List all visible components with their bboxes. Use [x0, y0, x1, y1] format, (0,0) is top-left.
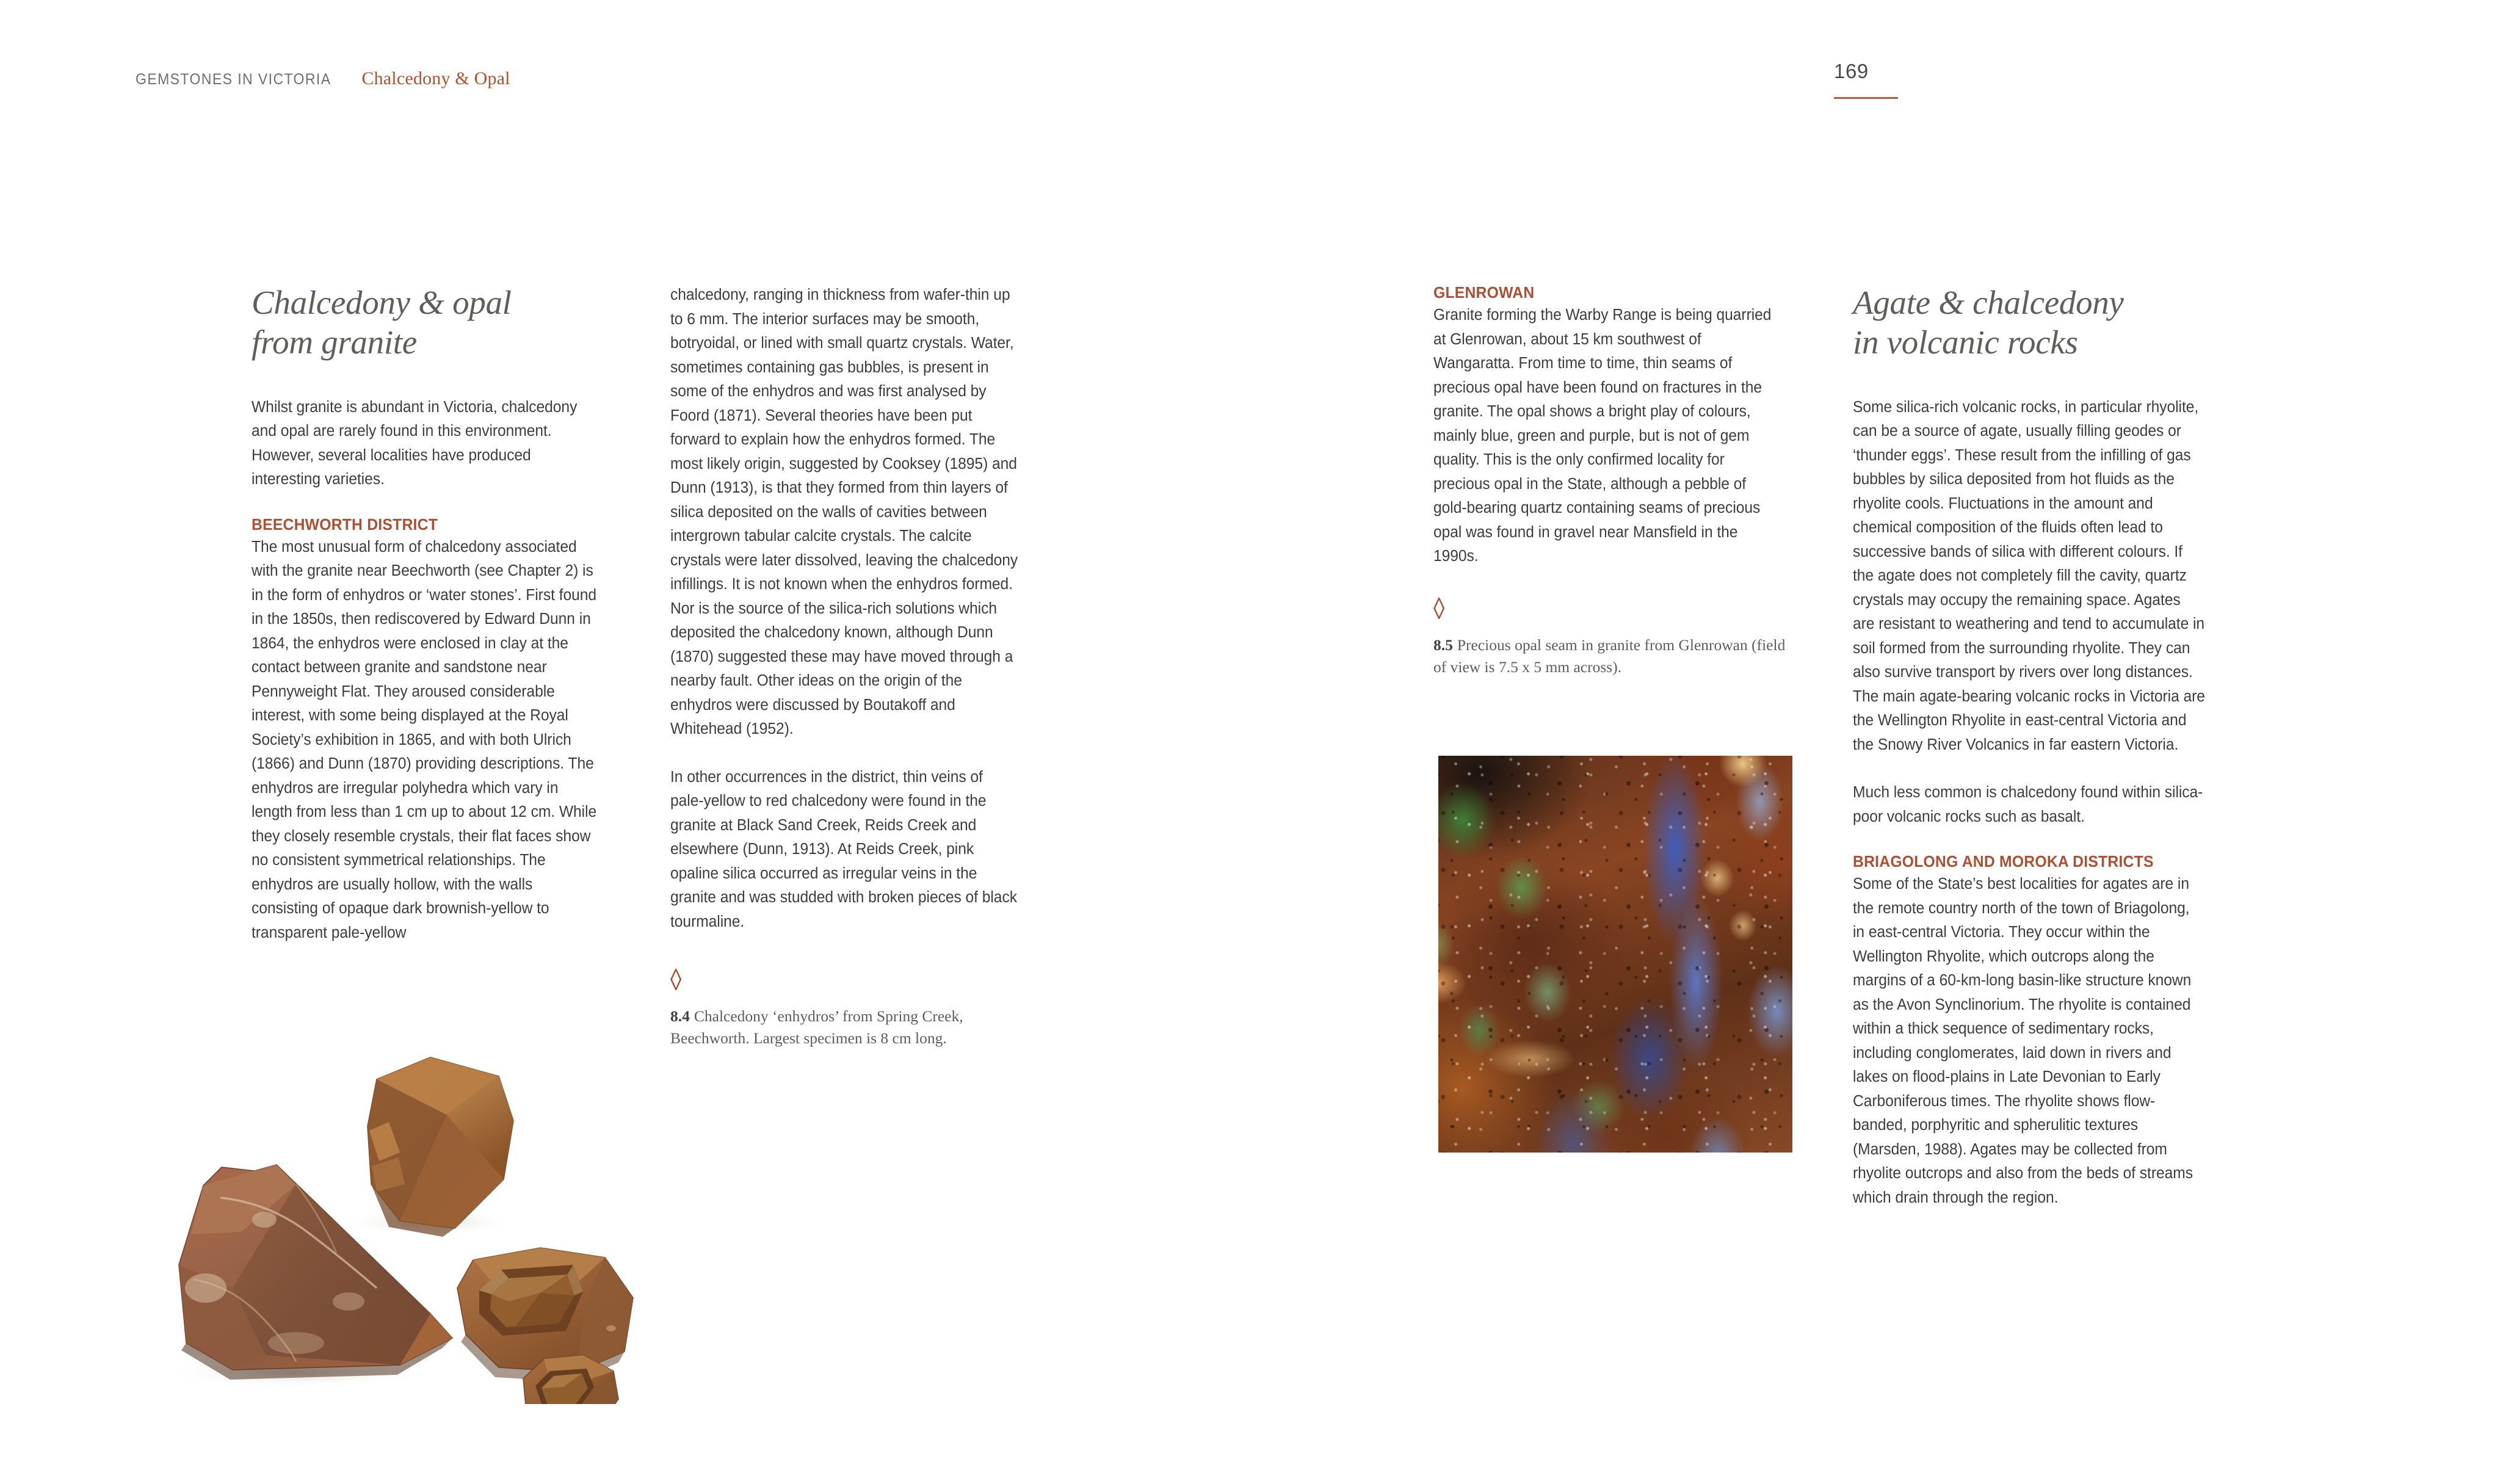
figure-caption-text-8-4: Chalcedony ‘enhydros’ from Spring Creek, Beechworth. Largest specimen is 8 cm long. — [670, 1007, 963, 1047]
text-column-2 — [670, 283, 1031, 1049]
running-head-book-title: GEMSTONES IN VICTORIA — [136, 71, 331, 88]
running-head — [136, 68, 510, 89]
folio — [1834, 61, 1974, 99]
intro-paragraph: Whilst granite is abundant in Victoria, chalcedony and opal are rarely found in this environment. However, several localities have produced interesting varieties. — [252, 398, 578, 488]
column-4-paragraph-1: Some silica-rich volcanic rocks, in particular rhyolite, can be a source of agate, usually filling geodes or ‘thunder eggs’. These result from the infilling of gas bubbles by silica deposited from hot fluids as the rhyolite cools. Fluctuations in the amount and chemical composition of the fluids often lead to successive bands of silica with different colours. If the agate does not completely fill the cavity, quartz crystals may occupy the remaining space. Agates are resistant to weathering and tend to accumulate in soil formed from the surrounding rhyolite. They can also survive transport by rivers over long distances. The main agate-bearing volcanic rocks in Victoria are the Wellington Rhyolite in east-central Victoria and the Snowy River Volcanics in far eastern Victoria. — [1853, 398, 2205, 753]
column-1-paragraph-1: The most unusual form of chalcedony associated with the granite near Beechworth (see Chapter 2) is in the form of enhydros or ‘water stones’. First found in the 1850s, then rediscovered by Edward Dunn in 1864, the enhydros were enclosed in clay at the contact between granite and sandstone near Pennyweight Flat. They aroused considerable interest, with some being displayed at the Royal Society’s exhibition in 1865, and with both Ulrich (1866) and Dunn (1870) providing descriptions. The enhydros are irregular polyhedra which vary in length from less than 1 cm up to about 12 cm. While they closely resemble crystals, their flat faces show no consistent symmetrical relationships. The enhydros are usually hollow, with the walls consisting of opaque dark brownish-yellow to transparent pale-yellow — [252, 538, 597, 941]
page-number: 169 — [1834, 60, 1869, 82]
figure-number-8-4: 8.4 — [670, 1007, 690, 1025]
figure-caption-8-5 — [1433, 634, 1786, 678]
column-2-paragraph-2: In other occurrences in the district, thin veins of pale-yellow to red chalcedony were found in the granite at Black Sand Creek, Reids Creek and elsewhere (Dunn, 1913). At Reids Creek, pink opaline silica occurred as irregular veins in the granite and was studded with broken pieces of black tourmaline. — [670, 768, 1017, 930]
opal-photo-speckle-layer — [1438, 756, 1792, 1153]
folio-rule — [1834, 97, 1898, 99]
section-title-line-1: Chalcedony & opal — [252, 284, 512, 321]
figure-number-8-5: 8.5 — [1433, 635, 1453, 654]
figure-image-precious-opal — [1438, 756, 1792, 1153]
subheading-glenrowan: GLENROWAN — [1433, 283, 1535, 302]
text-column-4 — [1853, 283, 2218, 1210]
section-title-agate-chalcedony-in-volcanic-rocks — [1853, 283, 2218, 363]
column-2-paragraph-1: chalcedony, ranging in thickness from wafer-thin up to 6 mm. The interior surfaces may be smooth, botryoidal, or lined with small quartz crystals. Water, sometimes containing gas bubbles, is present in some of the enhydros and was first analysed by Foord (1871). Several theories have been put forward to explain how the enhydros formed. The most likely origin, suggested by Cooksey (1895) and Dunn (1913), is that they formed from thin layers of silica deposited on the walls of cavities between intergrown tabular calcite crystals. The calcite crystals were later dissolved, leaving the chalcedony infillings. It is not known when the enhydros formed. Nor is the source of the silica-rich solutions which deposited the chalcedony known, although Dunn (1870) suggested these may have moved through a nearby fault. Other ideas on the origin of the enhydros were discussed by Boutakoff and Whitehead (1952). — [670, 286, 1018, 737]
column-4-paragraph-2: Much less common is chalcedony found within silica-poor volcanic rocks such as basalt. — [1853, 784, 2203, 825]
text-column-1 — [252, 283, 610, 945]
subheading-briagolong-and-moroka-districts: BRIAGOLONG AND MOROKA DISTRICTS — [1853, 852, 2154, 871]
section-title-line-1-col4: Agate & chalcedony — [1853, 284, 2124, 321]
running-head-chapter-title: Chalcedony & Opal — [361, 68, 510, 89]
figure-diamond-icon-2: ◊ — [1433, 592, 1445, 626]
specimen-top — [368, 1057, 513, 1237]
section-title-line-2: from granite — [252, 323, 417, 361]
column-4-paragraph-3: Some of the State’s best localities for agates are in the remote country north of the town of Briagolong, in east-central Victoria. They occur within the Wellington Rhyolite, which outcrops along the margins of a 60-km-long basin-like structure known as the Avon Synclinorium. The rhyolite is contained within a thick sequence of sedimentary rocks, including conglomerates, laid down in rivers and lakes on flood-plains in Late Devonian to Early Carboniferous times. The rhyolite shows flow-banded, porphyritic and spherulitic textures (Marsden, 1988). Agates may be collected from rhyolite outcrops and also from the beds of streams which drain through the region. — [1853, 875, 2193, 1206]
section-title-line-2-col4: in volcanic rocks — [1853, 323, 2078, 361]
chalcedony-specimens-svg — [113, 1001, 650, 1404]
column-3-paragraph-1: Granite forming the Warby Range is being quarried at Glenrowan, about 15 km southwest of Wangaratta. From time to time, thin seams of precious opal have been found on fractures in the granite. The opal shows a bright play of colours, mainly blue, green and purple, but is not of gem quality. This is the only confirmed locality for precious opal in the State, although a pebble of gold-bearing quartz containing seams of precious opal was found in gravel near Mansfield in the 1990s. — [1433, 306, 1772, 565]
text-column-3 — [1433, 283, 1786, 678]
figure-caption-text-8-5: Precious opal seam in granite from Glenrowan (field of view is 7.5 x 5 mm across). — [1433, 635, 1786, 676]
section-title-chalcedony-opal-from-granite — [252, 283, 610, 363]
figure-image-chalcedony-enhydros — [113, 1001, 650, 1404]
subheading-beechworth-district: BEECHWORTH DISTRICT — [252, 515, 438, 534]
figure-diamond-icon: ◊ — [670, 963, 682, 998]
figure-caption-8-4 — [670, 1005, 1031, 1049]
